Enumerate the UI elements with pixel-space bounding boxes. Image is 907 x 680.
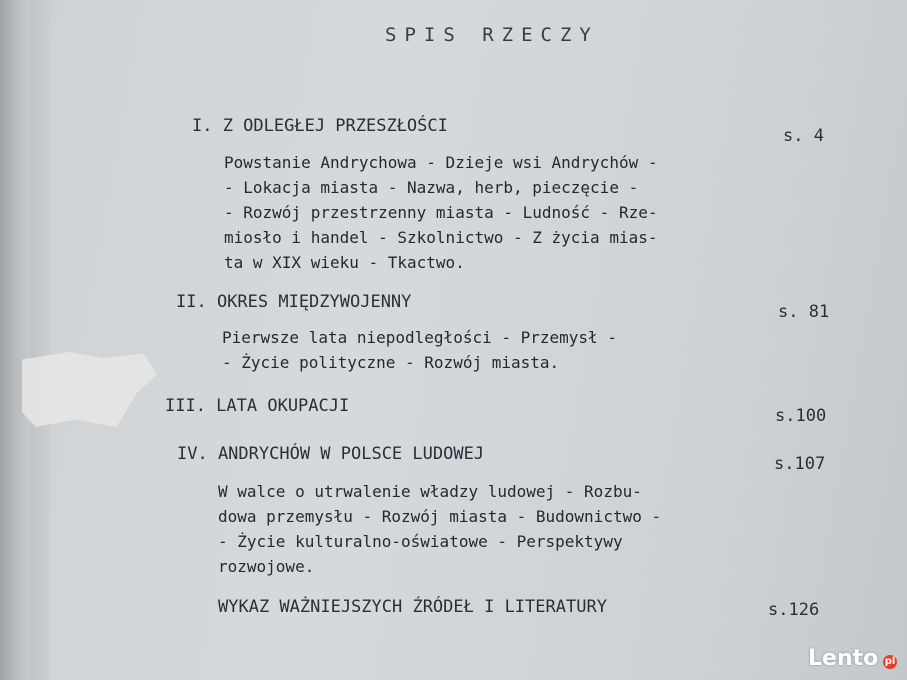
entry-4-heading: IV. ANDRYCHÓW W POLSCE LUDOWEJ [177, 444, 485, 464]
entry-2-page: s. 81 [778, 302, 830, 322]
bibliography-heading: WYKAZ WAŻNIEJSZYCH ŹRÓDEŁ I LITERATURY [218, 597, 607, 617]
entry-1-summary-line: ta w XIX wieku - Tkactwo. [224, 253, 465, 272]
entry-1-summary [224, 150, 657, 275]
entry-1-summary-line: - Rozwój przestrzenny miasta - Ludność - Rze- [224, 203, 658, 222]
book-binding [0, 0, 31, 680]
entry-1-summary-line: Powstanie Andrychowa - Dzieje wsi Andrychów - [224, 153, 658, 172]
page-title: SPIS RZECZY [385, 24, 599, 46]
entry-1-summary-line: - Lokacja miasta - Nazwa, herb, pieczęcie - [224, 178, 639, 197]
entry-4-summary-line: - Życie kulturalno-oświatowe - Perspektywy [218, 532, 623, 551]
entry-1-page: s. 4 [783, 126, 824, 146]
entry-4-summary-line: dowa przemysłu - Rozwój miasta - Budownictwo - [218, 507, 662, 526]
bibliography-page: s.126 [768, 600, 820, 620]
entry-1-summary-line: miosło i handel - Szkolnictwo - Z życia mias- [224, 228, 658, 247]
entry-2-summary-line: - Życie polityczne - Rozwój miasta. [222, 353, 560, 372]
lento-badge-icon: pl [884, 656, 896, 667]
entry-2-summary [222, 325, 617, 375]
entry-4-summary-line: W walce o utrwalenie władzy ludowej - Rozbu- [218, 482, 642, 501]
entry-2-summary-line: Pierwsze lata niepodległości - Przemysł - [222, 328, 617, 347]
entry-4-page: s.107 [774, 454, 826, 474]
entry-3-page: s.100 [775, 406, 827, 426]
entry-2-heading: II. OKRES MIĘDZYWOJENNY [176, 292, 412, 312]
entry-4-summary-line: rozwojowe. [218, 557, 315, 576]
binding-shadow [30, 0, 50, 680]
entry-1-heading: I. Z ODLEGŁEJ PRZESZŁOŚCI [192, 116, 448, 136]
entry-3-heading: III. LATA OKUPACJI [165, 396, 350, 416]
entry-4-summary [218, 479, 661, 579]
lento-watermark: Lento [808, 646, 879, 671]
